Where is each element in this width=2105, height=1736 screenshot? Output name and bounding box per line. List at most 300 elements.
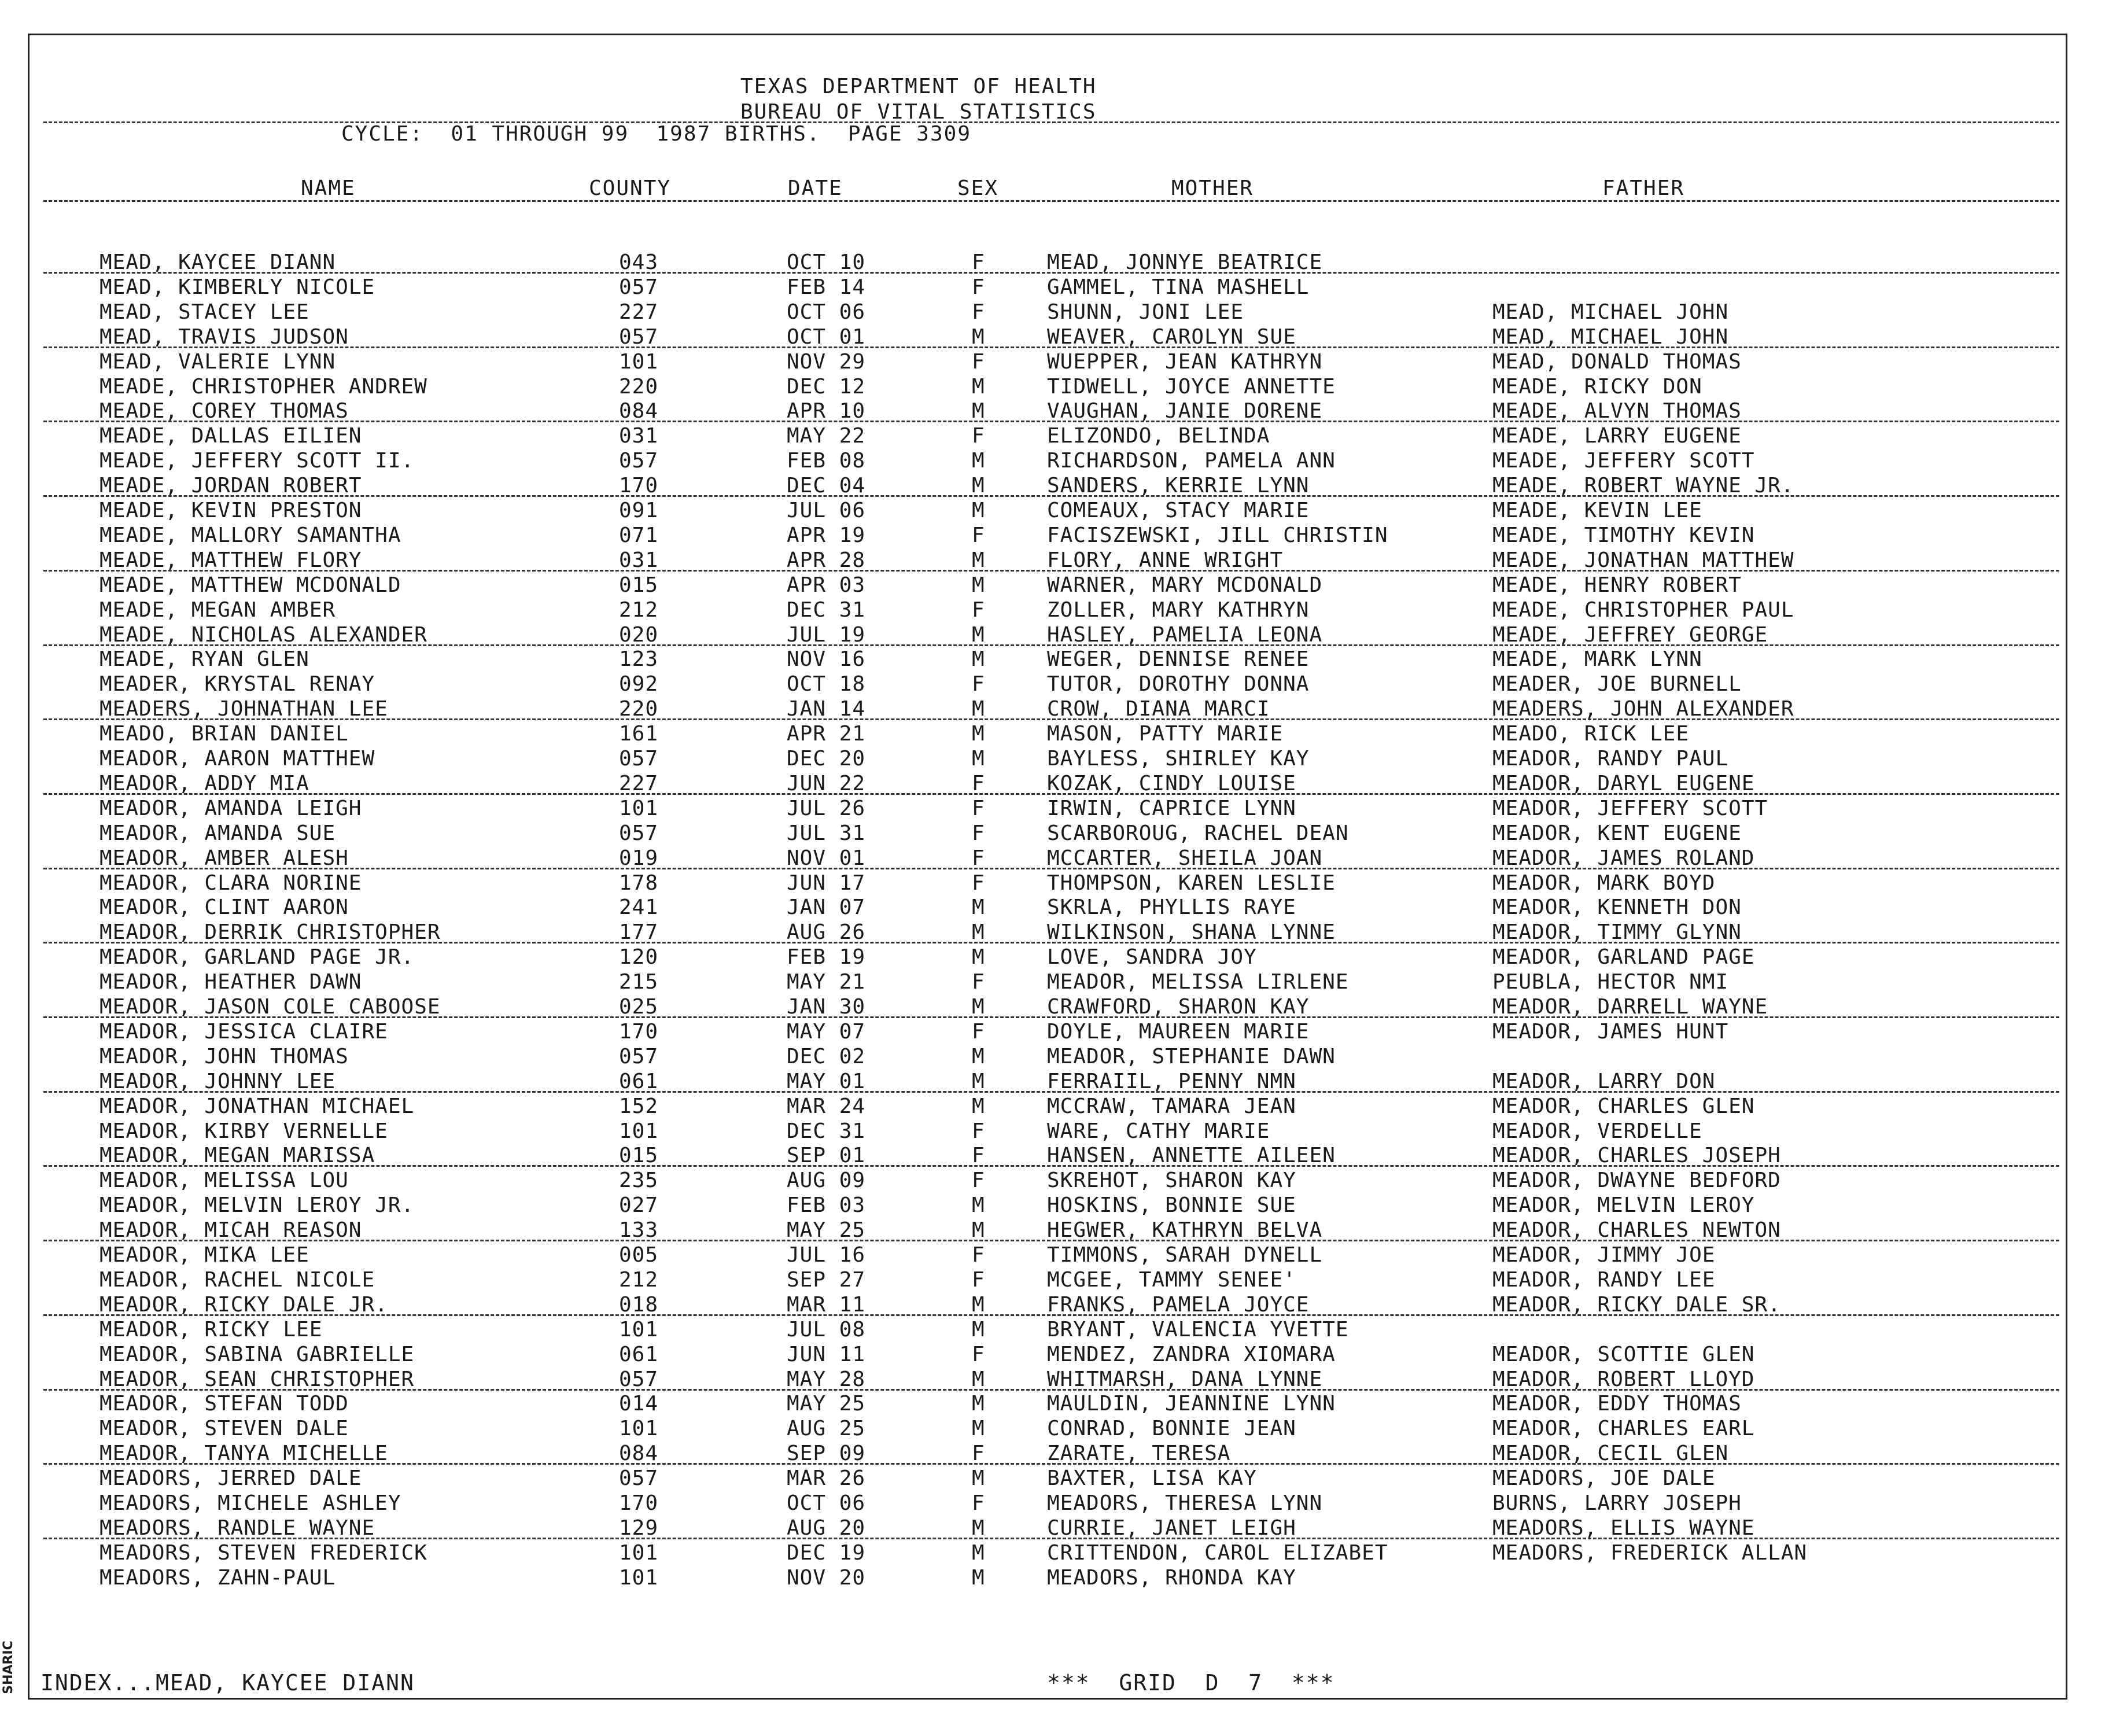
cell-name: MEADORS, STEVEN FREDERICK: [99, 1540, 427, 1565]
cell-county: 235: [619, 1169, 659, 1193]
table-row: [0, 1019, 2105, 1044]
cell-county: 015: [619, 1144, 659, 1168]
cell-sex: F: [972, 424, 985, 448]
cell-name: MEADOR, AMANDA SUE: [99, 821, 336, 845]
cell-name: MEADE, MEGAN AMBER: [99, 598, 336, 622]
cell-county: 215: [619, 970, 659, 994]
row-rule: [43, 1091, 2059, 1093]
cell-county: 057: [619, 747, 659, 771]
cell-mother: MEADORS, THERESA LYNN: [1047, 1491, 1323, 1515]
cell-name: MEADERS, JOHNATHAN LEE: [99, 697, 388, 721]
cell-sex: M: [972, 548, 985, 572]
cell-name: MEADORS, JERRED DALE: [99, 1466, 362, 1491]
cell-county: 084: [619, 1442, 659, 1466]
cell-county: 178: [619, 871, 659, 895]
cell-sex: M: [972, 697, 985, 721]
cell-father: MEADOR, DARRELL WAYNE: [1492, 995, 1768, 1019]
table-row: [0, 821, 2105, 846]
cell-county: 061: [619, 1069, 659, 1093]
table-row: [0, 871, 2105, 895]
cell-date: AUG 09: [787, 1169, 866, 1193]
cell-name: MEADOR, DERRIK CHRISTOPHER: [99, 920, 441, 945]
table-row: [0, 622, 2105, 647]
cell-mother: BAYLESS, SHIRLEY KAY: [1047, 747, 1310, 771]
row-rule: [43, 793, 2059, 795]
cell-name: MEAD, KIMBERLY NICOLE: [99, 275, 375, 299]
cell-name: MEADE, NICHOLAS ALEXANDER: [99, 622, 427, 647]
cell-name: MEADOR, RICKY LEE: [99, 1317, 323, 1341]
cell-father: MEADE, CHRISTOPHER PAUL: [1492, 598, 1794, 622]
cell-date: FEB 03: [787, 1193, 866, 1218]
cell-sex: F: [972, 598, 985, 622]
cell-mother: RICHARDSON, PAMELA ANN: [1047, 449, 1336, 473]
cell-sex: M: [972, 1565, 985, 1590]
table-row: [0, 721, 2105, 746]
cell-father: MEADOR, RICKY DALE SR.: [1492, 1292, 1781, 1317]
table-row: [0, 920, 2105, 945]
table-row: [0, 1416, 2105, 1441]
cell-sex: M: [972, 474, 985, 498]
table-row: [0, 399, 2105, 423]
cell-county: 025: [619, 995, 659, 1019]
cell-sex: M: [972, 647, 985, 672]
cell-county: 101: [619, 1317, 659, 1341]
row-rule: [43, 1165, 2059, 1167]
cell-father: MEADE, LARRY EUGENE: [1492, 424, 1742, 448]
cell-name: MEADE, MALLORY SAMANTHA: [99, 523, 401, 547]
row-rule: [43, 868, 2059, 869]
cell-county: 071: [619, 523, 659, 547]
cell-sex: F: [972, 1119, 985, 1143]
table-row: [0, 672, 2105, 696]
cell-mother: MEADORS, RHONDA KAY: [1047, 1565, 1296, 1590]
cell-date: OCT 06: [787, 300, 866, 324]
cell-date: OCT 18: [787, 672, 866, 696]
cell-sex: F: [972, 1491, 985, 1515]
cell-mother: ZOLLER, MARY KATHRYN: [1047, 598, 1310, 622]
table-row: [0, 1540, 2105, 1565]
cell-mother: BRYANT, VALENCIA YVETTE: [1047, 1317, 1349, 1341]
cell-date: MAY 28: [787, 1367, 866, 1391]
cell-mother: MEAD, JONNYE BEATRICE: [1047, 250, 1323, 274]
cell-father: MEADE, RICKY DON: [1492, 374, 1702, 399]
cell-date: APR 28: [787, 548, 866, 572]
cell-sex: M: [972, 1193, 985, 1218]
cell-sex: M: [972, 374, 985, 399]
cell-sex: F: [972, 796, 985, 820]
cell-name: MEADOR, STEVEN DALE: [99, 1417, 349, 1441]
cell-date: OCT 01: [787, 325, 866, 349]
cell-mother: MCCARTER, SHEILA JOAN: [1047, 846, 1323, 870]
cell-mother: SANDERS, KERRIE LYNN: [1047, 474, 1310, 498]
cell-sex: F: [972, 1267, 985, 1292]
cell-county: 057: [619, 1466, 659, 1491]
row-rule: [43, 1016, 2059, 1018]
cell-sex: F: [972, 771, 985, 795]
cell-sex: M: [972, 995, 985, 1019]
table-row: [0, 349, 2105, 374]
cell-mother: MEADOR, STEPHANIE DAWN: [1047, 1044, 1336, 1068]
cell-date: JUL 06: [787, 499, 866, 522]
row-rule: [43, 347, 2059, 348]
cell-county: 101: [619, 1119, 659, 1143]
cell-date: SEP 01: [787, 1144, 866, 1168]
cell-father: MEADOR, SCOTTIE GLEN: [1492, 1342, 1755, 1366]
cell-father: MEADE, KEVIN LEE: [1492, 499, 1702, 522]
table-row: [0, 771, 2105, 796]
cell-date: JUL 08: [787, 1317, 866, 1341]
cell-father: MEADE, ALVYN THOMAS: [1492, 399, 1742, 423]
cell-father: MEADOR, DWAYNE BEDFORD: [1492, 1169, 1781, 1193]
cell-county: 057: [619, 1367, 659, 1391]
cell-mother: MCCRAW, TAMARA JEAN: [1047, 1094, 1296, 1118]
col-header-father: FATHER: [1602, 176, 1685, 200]
department-title: TEXAS DEPARTMENT OF HEALTH: [740, 75, 1097, 98]
cell-county: 212: [619, 1267, 659, 1292]
cell-mother: FRANKS, PAMELA JOYCE: [1047, 1292, 1310, 1317]
cell-mother: ELIZONDO, BELINDA: [1047, 424, 1270, 448]
cell-date: MAY 01: [787, 1069, 866, 1093]
cell-date: DEC 20: [787, 747, 866, 771]
cell-date: NOV 16: [787, 647, 866, 672]
cell-mother: GAMMEL, TINA MASHELL: [1047, 275, 1310, 299]
cell-name: MEADE, CHRISTOPHER ANDREW: [99, 374, 427, 399]
cell-sex: F: [972, 1342, 985, 1366]
cell-father: MEADOR, TIMMY GLYNN: [1492, 920, 1742, 945]
cell-date: MAR 11: [787, 1292, 866, 1317]
cell-sex: F: [972, 523, 985, 547]
col-header-sex: SEX: [957, 176, 999, 200]
cell-sex: M: [972, 1218, 985, 1243]
cell-mother: CURRIE, JANET LEIGH: [1047, 1516, 1296, 1540]
cell-name: MEAD, KAYCEE DIANN: [99, 250, 336, 274]
cell-county: 220: [619, 374, 659, 399]
cell-sex: M: [972, 449, 985, 473]
cell-date: JAN 14: [787, 697, 866, 721]
row-rule: [43, 495, 2059, 497]
cell-name: MEADE, RYAN GLEN: [99, 647, 309, 672]
cell-mother: MEADOR, MELISSA LIRLENE: [1047, 970, 1349, 994]
cell-mother: WARE, CATHY MARIE: [1047, 1119, 1270, 1143]
cell-sex: F: [972, 821, 985, 845]
cell-father: MEAD, MICHAEL JOHN: [1492, 325, 1729, 349]
cell-sex: M: [972, 920, 985, 945]
table-row: [0, 1193, 2105, 1218]
cell-mother: MCGEE, TAMMY SENEE': [1047, 1267, 1296, 1292]
table-row: [0, 895, 2105, 920]
table-row: [0, 1094, 2105, 1119]
table-row: [0, 696, 2105, 721]
cell-father: MEAD, DONALD THOMAS: [1492, 349, 1742, 374]
cell-county: 057: [619, 821, 659, 845]
cell-father: MEADOR, CHARLES NEWTON: [1492, 1218, 1781, 1243]
cell-county: 241: [619, 895, 659, 920]
table-row: [0, 1441, 2105, 1466]
cell-county: 177: [619, 920, 659, 945]
table-row: [0, 374, 2105, 399]
cell-date: DEC 02: [787, 1044, 866, 1068]
cell-father: MEADORS, FREDERICK ALLAN: [1492, 1540, 1808, 1565]
cell-county: 084: [619, 399, 659, 423]
cell-date: JUL 16: [787, 1243, 866, 1267]
cell-date: APR 10: [787, 399, 866, 423]
cell-date: NOV 20: [787, 1565, 866, 1590]
cell-sex: M: [972, 1292, 985, 1317]
cell-sex: F: [972, 349, 985, 374]
table-row: [0, 746, 2105, 771]
cell-sex: M: [972, 1317, 985, 1341]
cell-date: DEC 19: [787, 1540, 866, 1565]
cell-name: MEADOR, MELVIN LEROY JR.: [99, 1193, 415, 1218]
cell-mother: HANSEN, ANNETTE AILEEN: [1047, 1144, 1336, 1168]
cell-sex: F: [972, 672, 985, 696]
cell-date: SEP 27: [787, 1267, 866, 1292]
cell-date: MAR 26: [787, 1466, 866, 1491]
cell-date: APR 21: [787, 722, 866, 746]
cell-sex: M: [972, 895, 985, 920]
cell-date: APR 03: [787, 573, 866, 597]
cell-mother: WEAVER, CAROLYN SUE: [1047, 325, 1296, 349]
cell-mother: MENDEZ, ZANDRA XIOMARA: [1047, 1342, 1336, 1366]
cell-father: MEADOR, EDDY THOMAS: [1492, 1392, 1742, 1416]
cell-name: MEADOR, SEAN CHRISTOPHER: [99, 1367, 415, 1391]
cell-sex: M: [972, 573, 985, 597]
cell-sex: F: [972, 275, 985, 299]
cell-mother: BAXTER, LISA KAY: [1047, 1466, 1257, 1491]
cell-father: MEADE, TIMOTHY KEVIN: [1492, 523, 1755, 547]
table-row: [0, 498, 2105, 523]
cell-date: MAY 22: [787, 424, 866, 448]
table-row: [0, 970, 2105, 994]
bureau-title: BUREAU OF VITAL STATISTICS: [740, 100, 1097, 124]
cell-father: MEADOR, JEFFERY SCOTT: [1492, 796, 1768, 820]
cell-county: 220: [619, 697, 659, 721]
row-rule: [43, 272, 2059, 274]
cell-sex: F: [972, 846, 985, 870]
cell-father: MEADOR, CHARLES JOSEPH: [1492, 1144, 1781, 1168]
cell-county: 057: [619, 449, 659, 473]
side-label: SHARIC: [1, 1641, 16, 1694]
row-rule: [43, 1314, 2059, 1316]
table-row: [0, 423, 2105, 448]
table-row: [0, 1168, 2105, 1193]
cell-date: JAN 30: [787, 995, 866, 1019]
cell-name: MEADOR, RICKY DALE JR.: [99, 1292, 388, 1317]
table-row: [0, 275, 2105, 300]
cell-father: MEADE, JEFFERY SCOTT: [1492, 449, 1755, 473]
table-row: [0, 1391, 2105, 1416]
cell-county: 212: [619, 598, 659, 622]
cell-sex: M: [972, 1094, 985, 1118]
cell-mother: COMEAUX, STACY MARIE: [1047, 499, 1310, 522]
cell-mother: VAUGHAN, JANIE DORENE: [1047, 399, 1323, 423]
cell-father: MEADOR, CHARLES GLEN: [1492, 1094, 1755, 1118]
table-row: [0, 1516, 2105, 1540]
cell-name: MEADE, DALLAS EILIEN: [99, 424, 362, 448]
cell-mother: CONRAD, BONNIE JEAN: [1047, 1417, 1296, 1441]
cell-county: 091: [619, 499, 659, 522]
table-row: [0, 573, 2105, 598]
cell-sex: F: [972, 1019, 985, 1044]
cell-county: 170: [619, 474, 659, 498]
cell-sex: M: [972, 1069, 985, 1093]
cell-name: MEADOR, SABINA GABRIELLE: [99, 1342, 415, 1366]
cell-sex: F: [972, 970, 985, 994]
cell-date: JUN 17: [787, 871, 866, 895]
cell-father: MEADE, MARK LYNN: [1492, 647, 1702, 672]
cell-father: MEADOR, ROBERT LLOYD: [1492, 1367, 1755, 1391]
row-rule: [43, 718, 2059, 720]
cell-name: MEADORS, ZAHN-PAUL: [99, 1565, 336, 1590]
table-row: [0, 548, 2105, 573]
cell-name: MEADORS, RANDLE WAYNE: [99, 1516, 375, 1540]
cell-sex: M: [972, 1516, 985, 1540]
cell-date: NOV 29: [787, 349, 866, 374]
cell-mother: WARNER, MARY MCDONALD: [1047, 573, 1323, 597]
col-header-mother: MOTHER: [1171, 176, 1254, 200]
cell-county: 170: [619, 1019, 659, 1044]
table-row: [0, 1218, 2105, 1243]
table-row: [0, 598, 2105, 622]
cell-sex: F: [972, 300, 985, 324]
cell-mother: HASLEY, PAMELIA LEONA: [1047, 622, 1323, 647]
table-row: [0, 473, 2105, 498]
cell-county: 152: [619, 1094, 659, 1118]
cell-name: MEADE, JORDAN ROBERT: [99, 474, 362, 498]
cell-county: 101: [619, 1565, 659, 1590]
cell-county: 101: [619, 1417, 659, 1441]
cell-father: MEADERS, JOHN ALEXANDER: [1492, 697, 1794, 721]
cell-father: MEADOR, GARLAND PAGE: [1492, 945, 1755, 970]
cell-mother: TIMMONS, SARAH DYNELL: [1047, 1243, 1323, 1267]
cell-sex: M: [972, 1392, 985, 1416]
col-header-name: NAME: [301, 176, 356, 200]
cell-date: DEC 04: [787, 474, 866, 498]
table-row: [0, 1491, 2105, 1516]
cell-sex: M: [972, 1367, 985, 1391]
cell-date: MAR 24: [787, 1094, 866, 1118]
cell-county: 227: [619, 771, 659, 795]
cell-county: 101: [619, 796, 659, 820]
table-row: [0, 1143, 2105, 1168]
cell-sex: F: [972, 250, 985, 274]
table-row: [0, 1119, 2105, 1144]
cell-mother: MAULDIN, JEANNINE LYNN: [1047, 1392, 1336, 1416]
row-rule: [43, 1538, 2059, 1539]
table-row: [0, 448, 2105, 473]
cell-mother: DOYLE, MAUREEN MARIE: [1047, 1019, 1310, 1044]
row-rule: [43, 1240, 2059, 1241]
table-row: [0, 1267, 2105, 1292]
cell-mother: MASON, PATTY MARIE: [1047, 722, 1284, 746]
cell-date: OCT 06: [787, 1491, 866, 1515]
cell-date: DEC 31: [787, 598, 866, 622]
table-row: [0, 994, 2105, 1019]
cell-county: 123: [619, 647, 659, 672]
cell-father: PEUBLA, HECTOR NMI: [1492, 970, 1729, 994]
row-rule: [43, 1389, 2059, 1391]
cell-father: MEADOR, JIMMY JOE: [1492, 1243, 1716, 1267]
cell-name: MEADOR, GARLAND PAGE JR.: [99, 945, 415, 970]
cell-county: 161: [619, 722, 659, 746]
col-header-date: DATE: [788, 176, 843, 200]
cell-father: MEADOR, JAMES HUNT: [1492, 1019, 1729, 1044]
cell-mother: SKRLA, PHYLLIS RAYE: [1047, 895, 1296, 920]
cell-sex: M: [972, 622, 985, 647]
index-label: INDEX...MEAD, KAYCEE DIANN: [40, 1670, 415, 1696]
cell-name: MEADE, COREY THOMAS: [99, 399, 349, 423]
cell-county: 014: [619, 1392, 659, 1416]
cell-mother: WEGER, DENNISE RENEE: [1047, 647, 1310, 672]
cell-name: MEADOR, JASON COLE CABOOSE: [99, 995, 441, 1019]
cell-county: 227: [619, 300, 659, 324]
cell-mother: SKREHOT, SHARON KAY: [1047, 1169, 1296, 1193]
cell-sex: M: [972, 325, 985, 349]
cell-father: MEADOR, VERDELLE: [1492, 1119, 1702, 1143]
table-row: [0, 796, 2105, 821]
cell-father: MEADOR, CECIL GLEN: [1492, 1442, 1729, 1466]
cycle-line: CYCLE: 01 THROUGH 99 1987 BIRTHS. PAGE 3309: [341, 122, 971, 146]
table-row: [0, 1044, 2105, 1069]
cell-name: MEADER, KRYSTAL RENAY: [99, 672, 375, 696]
row-rule: [43, 421, 2059, 422]
cell-date: OCT 10: [787, 250, 866, 274]
cell-sex: M: [972, 945, 985, 970]
cell-sex: F: [972, 871, 985, 895]
cell-name: MEADOR, MICAH REASON: [99, 1218, 362, 1243]
table-row: [0, 945, 2105, 970]
cell-father: MEADO, RICK LEE: [1492, 722, 1690, 746]
cell-sex: F: [972, 1442, 985, 1466]
cell-father: MEADE, JEFFREY GEORGE: [1492, 622, 1768, 647]
cell-date: FEB 19: [787, 945, 866, 970]
cell-county: 005: [619, 1243, 659, 1267]
row-rule: [43, 644, 2059, 646]
table-row: [0, 523, 2105, 548]
cell-father: MEADER, JOE BURNELL: [1492, 672, 1742, 696]
cell-date: DEC 12: [787, 374, 866, 399]
cell-sex: M: [972, 1540, 985, 1565]
cell-sex: M: [972, 1466, 985, 1491]
cell-mother: KOZAK, CINDY LOUISE: [1047, 771, 1296, 795]
cell-sex: M: [972, 399, 985, 423]
cell-sex: M: [972, 499, 985, 522]
cell-date: JUN 11: [787, 1342, 866, 1366]
cell-date: AUG 20: [787, 1516, 866, 1540]
cell-name: MEAD, TRAVIS JUDSON: [99, 325, 349, 349]
cell-name: MEADOR, MEGAN MARISSA: [99, 1144, 375, 1168]
cell-county: 120: [619, 945, 659, 970]
cell-name: MEADOR, JOHNNY LEE: [99, 1069, 336, 1093]
cell-name: MEADE, MATTHEW MCDONALD: [99, 573, 401, 597]
cell-mother: TUTOR, DOROTHY DONNA: [1047, 672, 1310, 696]
cell-name: MEADOR, JOHN THOMAS: [99, 1044, 349, 1068]
cell-name: MEADOR, HEATHER DAWN: [99, 970, 362, 994]
cell-county: 129: [619, 1516, 659, 1540]
cell-father: MEADOR, KENT EUGENE: [1492, 821, 1742, 845]
cell-mother: IRWIN, CAPRICE LYNN: [1047, 796, 1296, 820]
cell-county: 061: [619, 1342, 659, 1366]
table-row: [0, 846, 2105, 871]
cell-mother: CROW, DIANA MARCI: [1047, 697, 1270, 721]
table-row: [0, 300, 2105, 325]
cell-name: MEADOR, AMBER ALESH: [99, 846, 349, 870]
table-row: [0, 325, 2105, 349]
cell-county: 019: [619, 846, 659, 870]
cell-name: MEADOR, STEFAN TODD: [99, 1392, 349, 1416]
cell-father: MEADOR, LARRY DON: [1492, 1069, 1716, 1093]
cell-name: MEADE, JEFFERY SCOTT II.: [99, 449, 415, 473]
